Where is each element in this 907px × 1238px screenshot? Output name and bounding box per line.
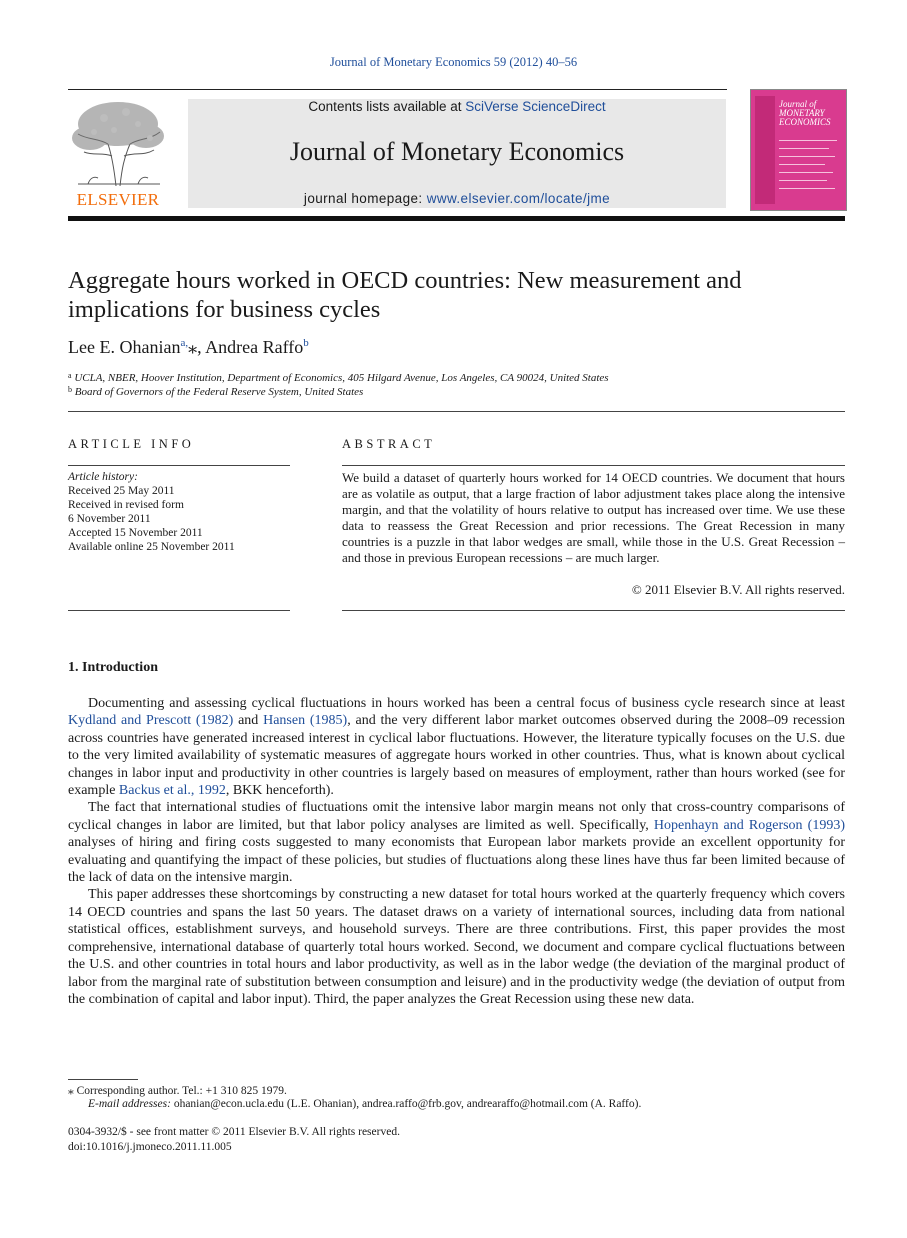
cover-strip bbox=[755, 96, 775, 204]
paragraph-text: Documenting and assessing cyclical fluctuations in hours worked has been a central focus of business cycle research since at least bbox=[88, 696, 845, 711]
paragraph bbox=[68, 695, 845, 799]
paragraph-text: The fact that international studies of fluctuations omit the intensive labor margin means not only that cross-country comparisons of cyclical changes in labor are limited, but that labor policy analyses are limited as well. Specifically, bbox=[68, 800, 845, 833]
journal-header-banner bbox=[188, 99, 726, 208]
citation-link[interactable]: Kydland and Prescott (1982) bbox=[68, 713, 234, 729]
article-info-heading: ARTICLE INFO bbox=[68, 437, 195, 451]
corresponding-author-footnote: ⁎ Corresponding author. Tel.: +1 310 825 1979. bbox=[68, 1085, 287, 1097]
history-label: Article history: bbox=[68, 471, 138, 483]
cover-line bbox=[779, 172, 833, 173]
affiliation-mark: a bbox=[68, 371, 72, 380]
paragraph-text: , BKK henceforth). bbox=[225, 783, 334, 799]
citation-link[interactable]: Hopenhayn and Rogerson (1993) bbox=[653, 817, 845, 833]
journal-title: Journal of Monetary Economics bbox=[289, 137, 625, 166]
footnote-rule bbox=[68, 1079, 138, 1080]
email-addresses: ohanian@econ.ucla.edu (L.E. Ohanian), andrea.raffo@frb.gov, andrearaffo@hotmail.com (A. Raffo). bbox=[170, 1098, 642, 1110]
affiliation-marker[interactable]: b bbox=[303, 337, 309, 349]
section-heading-introduction: 1. Introduction bbox=[68, 660, 158, 675]
cover-line bbox=[779, 180, 827, 181]
cover-line bbox=[779, 140, 837, 141]
affiliation-a bbox=[68, 371, 609, 384]
history-item: Received 25 May 2011 bbox=[68, 485, 175, 497]
journal-citation[interactable]: Journal of Monetary Economics 59 (2012) 40–56 bbox=[329, 55, 578, 69]
article-title: Aggregate hours worked in OECD countries: New measurement and implications for business cycles bbox=[68, 267, 742, 323]
header-top-rule bbox=[68, 89, 727, 90]
journal-cover-thumbnail[interactable] bbox=[750, 89, 847, 211]
author-separator: , bbox=[197, 337, 206, 357]
section-rule bbox=[68, 411, 845, 412]
article-history bbox=[68, 470, 290, 554]
affiliation-text: UCLA, NBER, Hoover Institution, Department of Economics, 405 Hilgard Avenue, Los Angeles, CA 90024, United States bbox=[74, 372, 609, 384]
paragraph-text: and bbox=[233, 713, 264, 729]
elsevier-logo bbox=[68, 98, 168, 210]
cover-line bbox=[779, 148, 829, 149]
author-name: Andrea Raffo bbox=[205, 337, 304, 357]
cover-line bbox=[779, 188, 835, 189]
abstract-text: We build a dataset of quarterly hours worked for 14 OECD countries. We document that hours are as volatile as output, that a large fraction of labor adjustment takes place along the intensive margin, and that the volatility of hours relative to output has increased over time. We use these data to reassess the Great Recession and prior recessions. The Great Recession in many countries is a puzzle in that labor wedges are small, while those in the U.S. Great Recession – and those in previous European recessions – are much larger. bbox=[342, 470, 845, 565]
article-info-top-rule bbox=[68, 465, 290, 466]
affiliation-mark: b bbox=[68, 385, 72, 394]
abstract-top-rule bbox=[342, 465, 845, 466]
author-line bbox=[68, 337, 309, 358]
paragraph: This paper addresses these shortcomings by constructing a new dataset for total hours worked at the quarterly frequency which covers 14 OECD countries and spans the last 50 years. The dataset draws on a variety of international sources, including data from national statistical offices, establishment surveys, and household surveys. There are three contributions. First, this paper provides the most comprehensive, international database of quarterly total hours worked. Second, we document and compare cyclical fluctuations between the U.S. and other countries in total hours and labor productivity, as well as in the labor wedge (the deviation of the marginal product of labor from the marginal rate of substitution between consumption and leisure) and in the productivity wedge (the deviation of output from the combination of capital and labor input). Third, the paper analyzes the Great Recession using these new data. bbox=[68, 887, 845, 1007]
history-item: 6 November 2011 bbox=[68, 513, 151, 525]
issn-line: 0304-3932/$ - see front matter © 2011 Elsevier B.V. All rights reserved. bbox=[68, 1126, 400, 1138]
homepage-line bbox=[188, 191, 726, 206]
cover-line bbox=[779, 156, 835, 157]
elsevier-tree-icon bbox=[68, 98, 168, 190]
citation-link[interactable]: Hansen (1985) bbox=[263, 713, 348, 729]
doi-line[interactable]: doi:10.1016/j.jmoneco.2011.11.005 bbox=[68, 1141, 232, 1153]
homepage-prefix: journal homepage: bbox=[303, 191, 427, 206]
corresponding-star[interactable]: ⁎ bbox=[188, 337, 198, 357]
paragraph bbox=[68, 799, 845, 886]
elsevier-wordmark: ELSEVIER bbox=[76, 190, 160, 209]
paragraph-text: , and the very different labor market outcomes observed during the 2008–09 recession across countries have generated increased interest in cyclical labor fluctuations. However, the literature typically focuses on the U.S. due to the very limited availability of systematic measures of aggregate hours worked in other countries. Thus, what is known about cyclical changes in labor input and productivity in other countries is largely based on measures of employment, rather than hours worked (see for example bbox=[68, 713, 846, 799]
affiliation-marker[interactable]: a, bbox=[180, 337, 189, 349]
abstract-heading: ABSTRACT bbox=[342, 437, 436, 451]
homepage-link[interactable]: www.elsevier.com/locate/jme bbox=[426, 191, 611, 206]
contents-prefix: Contents lists available at bbox=[308, 99, 466, 114]
abstract-bottom-rule bbox=[342, 610, 845, 611]
email-label: E-mail addresses: bbox=[88, 1098, 171, 1110]
history-item: Accepted 15 November 2011 bbox=[68, 527, 203, 539]
sciencedirect-link[interactable]: SciVerse ScienceDirect bbox=[465, 99, 606, 114]
author-name: Lee E. Ohanian bbox=[68, 337, 181, 357]
contents-line bbox=[188, 99, 726, 114]
history-item: Available online 25 November 2011 bbox=[68, 541, 235, 553]
affiliation-text: Board of Governors of the Federal Reserve System, United States bbox=[74, 386, 364, 398]
paragraph-text: analyses of hiring and firing costs suggested to many economists that European labor markets provide an excellent opportunity for evaluating and quantifying the impact of these policies, but studies of fluctuations along these lines have thus far been limited because of the lack of data on the intensive margin. bbox=[68, 835, 845, 886]
article-info-bottom-rule bbox=[68, 610, 290, 611]
copyright-notice: © 2011 Elsevier B.V. All rights reserved. bbox=[631, 582, 845, 597]
introduction-body bbox=[68, 695, 845, 1008]
affiliation-b bbox=[68, 385, 363, 398]
header-thick-rule bbox=[68, 216, 845, 221]
cover-line bbox=[779, 164, 825, 165]
email-footnote bbox=[88, 1098, 641, 1110]
history-item: Received in revised form bbox=[68, 499, 184, 511]
citation-link[interactable]: Backus et al., 1992 bbox=[118, 783, 226, 799]
cover-title: Journal of MONETARY ECONOMICS bbox=[779, 99, 831, 127]
